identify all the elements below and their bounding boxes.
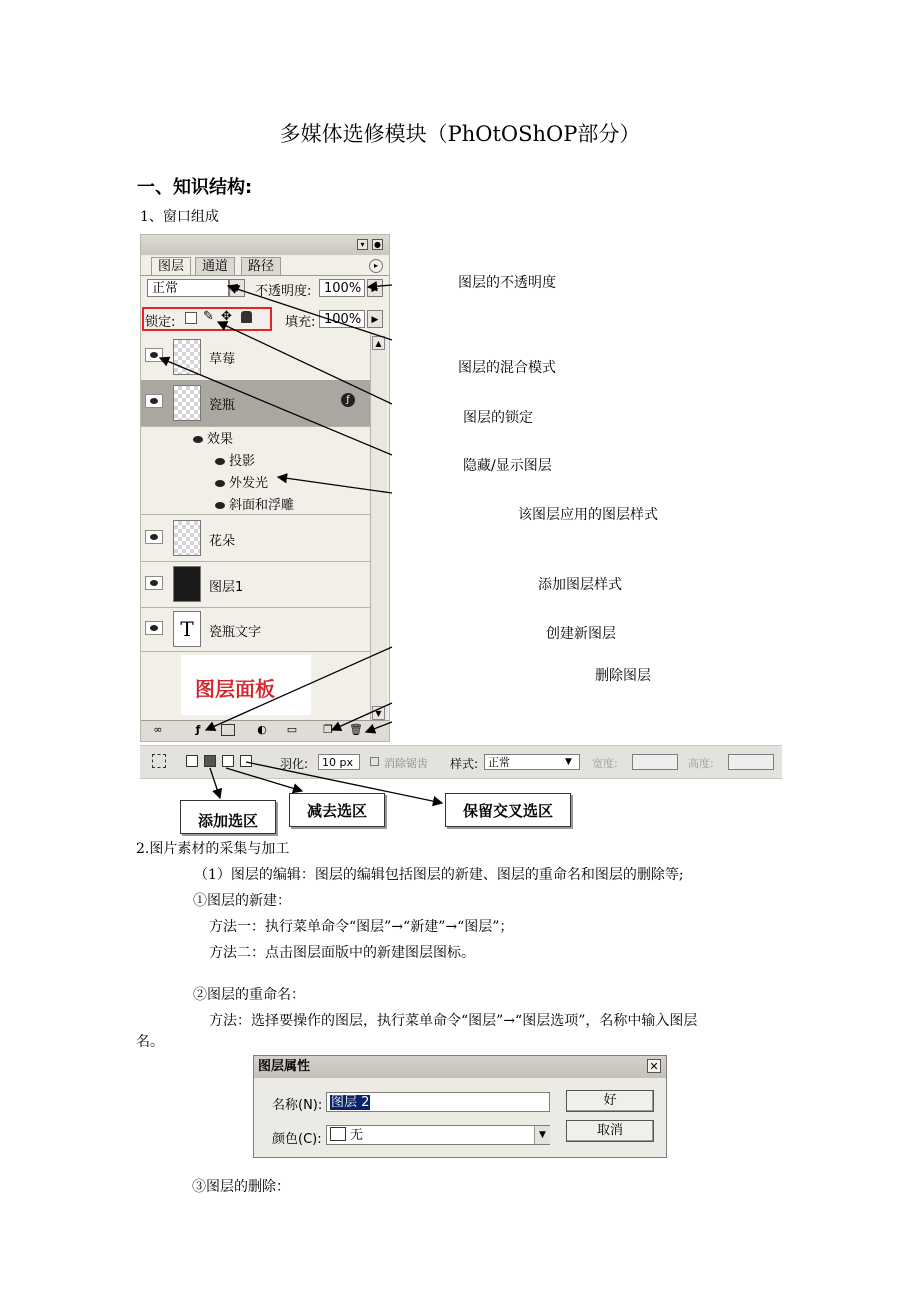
annotation-new-layer: 创建新图层 [546, 626, 616, 642]
document-title: 多媒体选修模块（PhOtOShOP部分） [279, 122, 641, 146]
layer-row-vase-selected[interactable] [141, 380, 371, 427]
layer-thumbnail [173, 385, 201, 421]
layer-style-fx-icon[interactable]: ƒ [341, 393, 355, 407]
visibility-eye-icon[interactable] [145, 621, 163, 635]
link-layers-icon[interactable]: ∞ [153, 723, 163, 736]
color-label: 颜色(C): [272, 1132, 322, 1147]
scroll-up-icon[interactable]: ▲ [372, 336, 385, 350]
fill-label: 填充: [285, 315, 316, 330]
callout-intersect-selection: 保留交叉选区 [445, 793, 571, 827]
eye-icon[interactable] [215, 458, 225, 465]
close-icon[interactable]: ✕ [647, 1059, 661, 1073]
item-rename-layer: ②图层的重命名： [193, 987, 305, 1003]
layer-properties-dialog [253, 1055, 667, 1158]
style-label: 样式: [450, 757, 479, 771]
ok-button[interactable]: 好 [566, 1090, 654, 1112]
eye-icon[interactable] [215, 480, 225, 487]
lock-all-icon[interactable] [241, 311, 252, 323]
color-swatch [330, 1127, 346, 1141]
color-select[interactable] [326, 1125, 550, 1145]
panel-caption [181, 655, 311, 715]
add-mask-icon[interactable] [221, 724, 235, 736]
panel-tab-row [141, 255, 389, 276]
opacity-input[interactable]: 100% [319, 279, 365, 297]
cancel-button[interactable]: 取消 [566, 1120, 654, 1142]
tab-layers[interactable]: 图层 [151, 257, 191, 275]
add-layer-style-icon[interactable]: ƒ [195, 723, 201, 736]
subtract-selection-icon[interactable] [222, 755, 234, 767]
visibility-eye-icon[interactable] [145, 576, 163, 590]
name-label: 名称(N): [272, 1098, 323, 1113]
color-value: 无 [350, 1128, 364, 1143]
style-select[interactable]: 正常 [484, 754, 580, 770]
height-label: 高度: [688, 757, 714, 770]
effect-outer-glow[interactable] [215, 472, 268, 491]
lock-transparency-icon[interactable] [185, 312, 197, 324]
layer-thumbnail [173, 339, 201, 375]
layer-row-vase-text[interactable] [141, 607, 371, 652]
panel-titlebar [141, 235, 389, 255]
annotation-visibility: 隐藏/显示图层 [463, 458, 552, 474]
effect-bevel-emboss[interactable] [215, 494, 294, 513]
blend-mode-dropdown-icon[interactable]: ▼ [229, 279, 245, 297]
annotation-opacity: 图层的不透明度 [458, 275, 556, 291]
effect-label: 斜面和浮雕 [229, 498, 295, 513]
feather-label: 羽化: [280, 757, 309, 771]
new-layer-icon[interactable]: ❐ [323, 723, 333, 736]
layer-row-flowers[interactable] [141, 515, 371, 562]
layer-name-value: 图层 2 [331, 1095, 370, 1110]
add-to-selection-icon[interactable] [204, 755, 216, 767]
paragraph-layer-editing: （1）图层的编辑：图层的编辑包括图层的新建、图层的重命名和图层的删除等; [194, 867, 684, 883]
layer-row-strawberry[interactable] [141, 334, 371, 381]
dialog-title: 图层属性 [258, 1059, 311, 1074]
method-two: 方法二：点击图层面版中的新建图层图标。 [209, 945, 475, 961]
lock-label: 锁定: [145, 315, 176, 330]
layer-thumbnail [173, 520, 201, 556]
layer-effects-list [141, 426, 371, 515]
rename-method-cont: 名。 [136, 1034, 164, 1050]
annotation-lock: 图层的锁定 [463, 410, 533, 426]
adjustment-layer-icon[interactable]: ◐ [257, 723, 267, 736]
annotation-applied-style: 该图层应用的图层样式 [518, 507, 658, 523]
color-dropdown-icon[interactable]: ▼ [534, 1126, 550, 1144]
annotation-blend-mode: 图层的混合模式 [458, 360, 556, 376]
panel-menu-icon[interactable]: ▸ [369, 259, 383, 273]
feather-input[interactable]: 10 px [318, 754, 360, 770]
intersect-selection-icon[interactable] [240, 755, 252, 767]
visibility-eye-icon[interactable] [145, 348, 163, 362]
marquee-tool-icon[interactable] [152, 754, 166, 768]
opacity-label: 不透明度: [255, 284, 312, 299]
antialias-label: 消除锯齿 [384, 757, 428, 770]
fill-input[interactable]: 100% [319, 310, 365, 328]
layer-row-layer1[interactable] [141, 561, 371, 608]
tab-paths[interactable]: 路径 [241, 257, 281, 275]
item-new-layer: ①图层的新建： [193, 893, 291, 909]
fill-slider-icon[interactable]: ▶ [367, 310, 383, 328]
effect-drop-shadow[interactable] [215, 450, 255, 469]
new-selection-icon[interactable] [186, 755, 198, 767]
effect-label: 外发光 [229, 476, 269, 491]
method-one: 方法一：执行菜单命令“图层”→“新建”→“图层”； [209, 919, 514, 935]
layer-name: 花朵 [209, 534, 236, 549]
section-heading: 一、知识结构: [137, 177, 253, 198]
effect-label: 投影 [229, 454, 256, 469]
dialog-titlebar [254, 1056, 666, 1078]
lock-move-icon[interactable]: ✥ [221, 309, 232, 324]
item-delete-layer: ③图层的删除： [192, 1179, 290, 1195]
layer-name: 瓷瓶文字 [209, 625, 262, 640]
width-input[interactable] [632, 754, 678, 770]
width-label: 宽度: [592, 757, 618, 770]
blend-mode-select[interactable]: 正常 [147, 279, 229, 297]
layer-name: 瓷瓶 [209, 398, 236, 413]
scroll-down-icon[interactable]: ▼ [372, 706, 385, 720]
layer-thumbnail [173, 566, 201, 602]
minimize-icon[interactable]: ▾ [357, 239, 368, 250]
subheading-window-composition: 1、窗口组成 [140, 209, 219, 225]
visibility-eye-icon[interactable] [145, 394, 163, 408]
new-group-icon[interactable]: ▭ [286, 723, 298, 736]
panel-bottom-toolbar [141, 720, 389, 741]
callout-subtract-selection: 减去选区 [289, 793, 385, 827]
effects-label: 效果 [207, 432, 234, 447]
opacity-slider-icon[interactable]: ▶ [367, 279, 383, 297]
marquee-options-bar [140, 745, 782, 779]
visibility-eye-icon[interactable] [145, 530, 163, 544]
heading-image-processing: 2.图片素材的采集与加工 [136, 841, 290, 857]
antialias-checkbox[interactable] [370, 757, 379, 766]
eye-icon[interactable] [215, 502, 225, 509]
lock-brush-icon[interactable]: ✎ [203, 309, 214, 324]
close-icon[interactable]: ● [372, 239, 383, 250]
layer-name-input[interactable] [326, 1092, 550, 1112]
rename-method: 方法：选择要操作的图层，执行菜单命令“图层”→“图层选项”，名称中输入图层 [209, 1013, 698, 1029]
style-dropdown-icon[interactable]: ▼ [565, 757, 572, 767]
text-layer-icon: T [173, 611, 201, 647]
panel-caption-text: 图层面板 [195, 677, 275, 701]
annotation-delete-layer: 删除图层 [595, 668, 651, 684]
layer-name: 草莓 [209, 352, 236, 367]
effects-row[interactable] [193, 428, 233, 447]
layers-panel [140, 234, 390, 742]
callout-add-selection: 添加选区 [180, 800, 276, 834]
panel-scrollbar[interactable] [370, 334, 387, 722]
tab-channels[interactable]: 通道 [195, 257, 235, 275]
eye-icon[interactable] [193, 436, 203, 443]
trash-icon[interactable]: 🗑 [349, 723, 363, 736]
layer-name: 图层1 [209, 580, 244, 595]
height-input[interactable] [728, 754, 774, 770]
annotation-add-style: 添加图层样式 [538, 577, 622, 593]
